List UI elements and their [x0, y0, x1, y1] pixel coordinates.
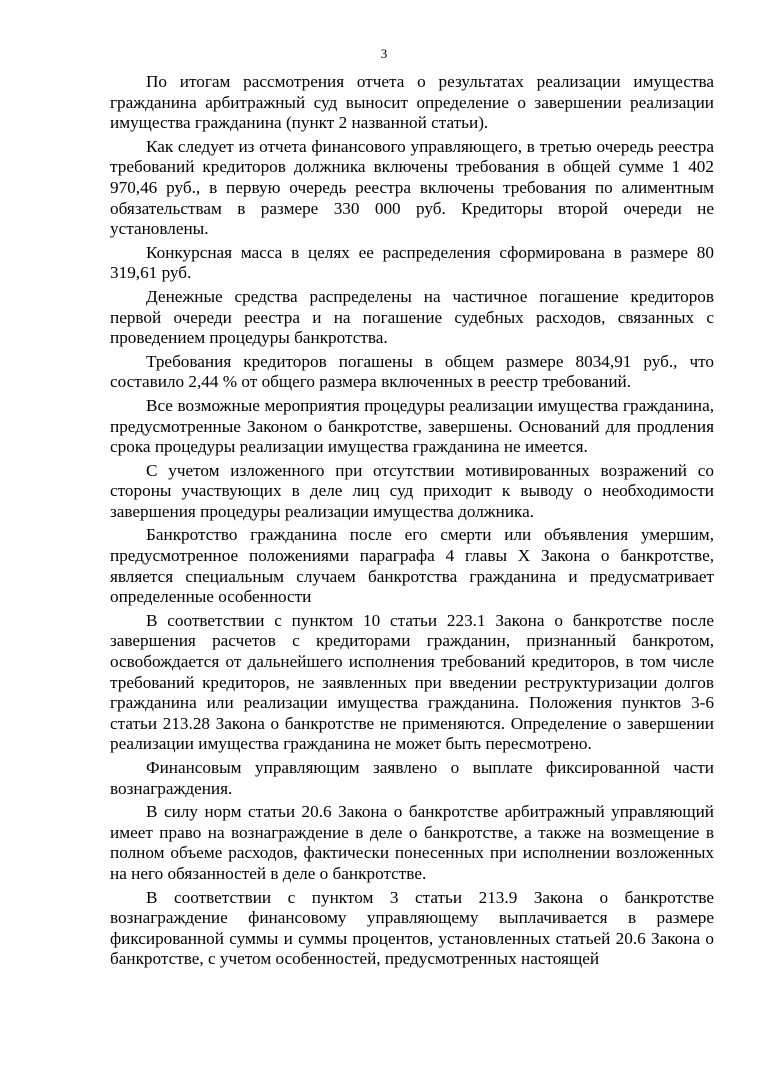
paragraph: Банкротство гражданина после его смерти или объявления умершим, предусмотренное положениями параграфа 4 главы X Закона о банкротстве, является специальным случаем банкротства гражданина и предусматривает определенные особенности [110, 525, 714, 607]
paragraph: В соответствии с пунктом 3 статьи 213.9 Закона о банкротстве вознаграждение финансовому управляющему выплачивается в размере фиксированной суммы и суммы процентов, установленных статьей 20.6 Закона о банкротстве, с учетом особенностей, предусмотренных настоящей [110, 887, 714, 969]
document-body [110, 72, 714, 973]
paragraph: Конкурсная масса в целях ее распределения сформирована в размере 80 319,61 руб. [110, 242, 714, 283]
paragraph: Как следует из отчета финансового управляющего, в третью очередь реестра требований кредиторов должника включены требования в общей сумме 1 402 970,46 руб., в первую очередь реестра включены требования по алиментным обязательствам в размере 330 000 руб. Кредиторы второй очереди не установлены. [110, 136, 714, 239]
paragraph: По итогам рассмотрения отчета о результатах реализации имущества гражданина арбитражный суд выносит определение о завершении реализации имущества гражданина (пункт 2 названной статьи). [110, 72, 714, 133]
paragraph: С учетом изложенного при отсутствии мотивированных возражений со стороны участвующих в деле лиц суд приходит к выводу о необходимости завершения процедуры реализации имущества должника. [110, 460, 714, 521]
paragraph: Финансовым управляющим заявлено о выплате фиксированной части вознаграждения. [110, 758, 714, 798]
paragraph: Денежные средства распределены на частичное погашение кредиторов первой очереди реестра и на погашение судебных расходов, связанных с проведением процедуры банкротства. [110, 286, 714, 348]
paragraph: Требования кредиторов погашены в общем размере 8034,91 руб., что составило 2,44 % от общего размера включенных в реестр требований. [110, 351, 714, 392]
paragraph: Все возможные мероприятия процедуры реализации имущества гражданина, предусмотренные Законом о банкротстве, завершены. Оснований для продления срока процедуры реализации имущества гражданина не имеется. [110, 395, 714, 457]
paragraph: В силу норм статьи 20.6 Закона о банкротстве арбитражный управляющий имеет право на вознаграждение в деле о банкротстве, а также на возмещение в полном объеме расходов, фактически понесенных при исполнении возложенных на него обязанностей в деле о банкротстве. [110, 802, 714, 883]
paragraph: В соответствии с пунктом 10 статьи 223.1 Закона о банкротстве после завершения расчетов с кредиторами гражданин, признанный банкротом, освобождается от дальнейшего исполнения требований кредиторов, в том числе требований кредиторов, не заявленных при введении реструктуризации долгов гражданина или реализации имущества гражданина. Положения пунктов 3-6 статьи 213.28 Закона о банкротстве не применяются. Определение о завершении реализации имущества гражданина не может быть пересмотрено. [110, 610, 714, 754]
page-number: 3 [380, 46, 388, 61]
